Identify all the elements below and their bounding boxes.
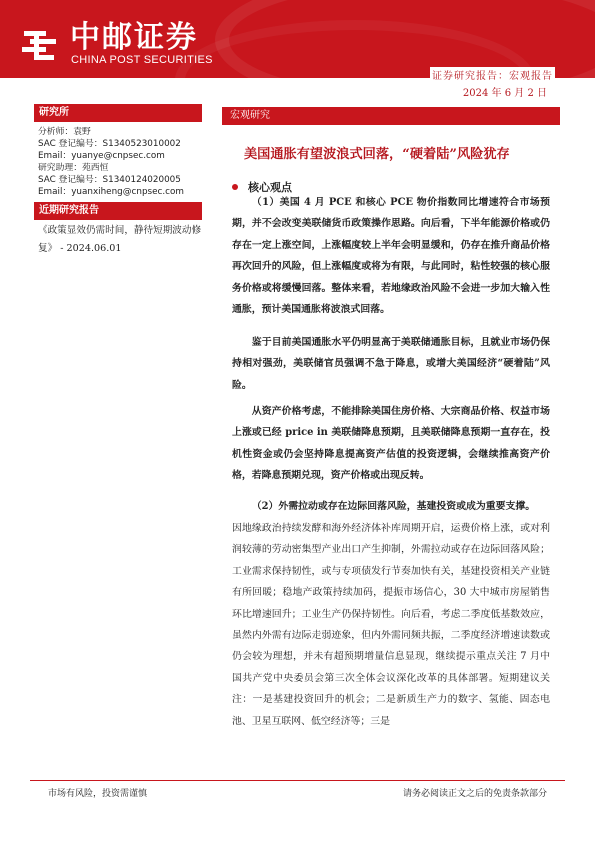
report-title: 美国通胀有望波浪式回落，“硬着陆”风险犹存 (244, 147, 510, 162)
paragraph: （1）美国 4 月 PCE 和核心 PCE 物价指数同比增速符合市场预期，并不会改变美联储货币政策操作思路。向后看，下半年能源价格或仍存在一定上涨空间，上涨幅度较上半年会明显缓和，仍存在推升商品价格再次回升的风险，但上涨幅度或将为有限，与此同时，粘性较强的核心服务价格或将缓慢回落。整体来看，若地缘政治风险不会进一步加大输入性通胀，预计美国通胀将波浪式回落。 (232, 197, 550, 316)
section-tag: 宏观研究 (222, 107, 560, 125)
analyst-email[interactable]: Email：yuanye@cnpsec.com (38, 151, 165, 161)
logo-english: CHINA POST SECURITIES (71, 54, 213, 66)
paragraph: 鉴于目前美国通胀水平仍明显高于美联储通胀目标，且就业市场仍保持相对强劲，美联储官员强调不急于降息，或增大美国经济“硬着陆”风险。 (232, 337, 550, 391)
footer-risk-notice: 市场有风险，投资需谨慎 (48, 789, 148, 799)
footer-disclaimer: 请务必阅读正文之后的免责条款部分 (402, 789, 547, 799)
assistant-email[interactable]: Email：yuanxiheng@cnpsec.com (38, 187, 184, 197)
report-date: 2024 年 6 月 2 日 (462, 88, 547, 99)
paragraph: 从资产价格考虑，不能排除美国住房价格、大宗商品价格、权益市场上涨或已经 price in 美联储降息预期，且美联储降息预期一直存在，投机性资金或仍会坚持降息提高资产估值的投资逻辑，会继续推高资产价格，若降息预期兑现，资产价格或出现反转。 (232, 406, 550, 482)
assistant-sac: SAC 登记编号：S1340124020005 (38, 175, 181, 185)
logo-chinese: 中邮证券 (70, 20, 198, 55)
paragraph: 因地缘政治持续发酵和海外经济体补库周期开启，运费价格上涨，或对利润较薄的劳动密集型产业出口产生抑制，外需拉动或存在边际回落风险；工业需求保持韧性，或与专项债发行节奏加快有关，基建投资相关产业链有所回暖；稳地产政策持续加码，提振市场信心，30 大中城市房屋销售环比增速回升；工业生产仍保持韧性。向后看，考虑二季度低基数效应，虽然内外需有边际走弱迹象，但内外需同频共振，二季度经济增速读数或仍会较为理想，并未有超预期增量信息显现，继续提示重点关注 7 月中国共产党中央委员会第三次全体会议深化改革的具体部署。短期建议关注：一是基建投资回升的机会；二是新质生产力的数字、氢能、固态电池、卫星互联网、低空经济等；三是 (232, 523, 550, 727)
footer-divider (30, 780, 565, 781)
paragraph: （2）外需拉动或存在边际回落风险，基建投资或成为重要支撑。 (251, 501, 536, 512)
recent-report-link[interactable]: 《政策显效仍需时间，静待短期波动修复》 - 2024.06.01 (38, 225, 202, 254)
analyst-sac: SAC 登记编号：S1340523010002 (38, 139, 181, 149)
china-post-logo-icon (20, 27, 60, 63)
analyst-name: 分析师：袁野 (38, 127, 91, 137)
recent-reports-heading: 近期研究报告 (34, 202, 202, 220)
research-heading: 研究所 (34, 104, 202, 122)
core-viewpoint-heading: 核心观点 (232, 179, 292, 195)
report-type: 证券研究报告：宏观报告 (430, 67, 555, 82)
assistant-name: 研究助理：苑西恒 (38, 163, 109, 173)
bullet-icon (232, 184, 238, 190)
